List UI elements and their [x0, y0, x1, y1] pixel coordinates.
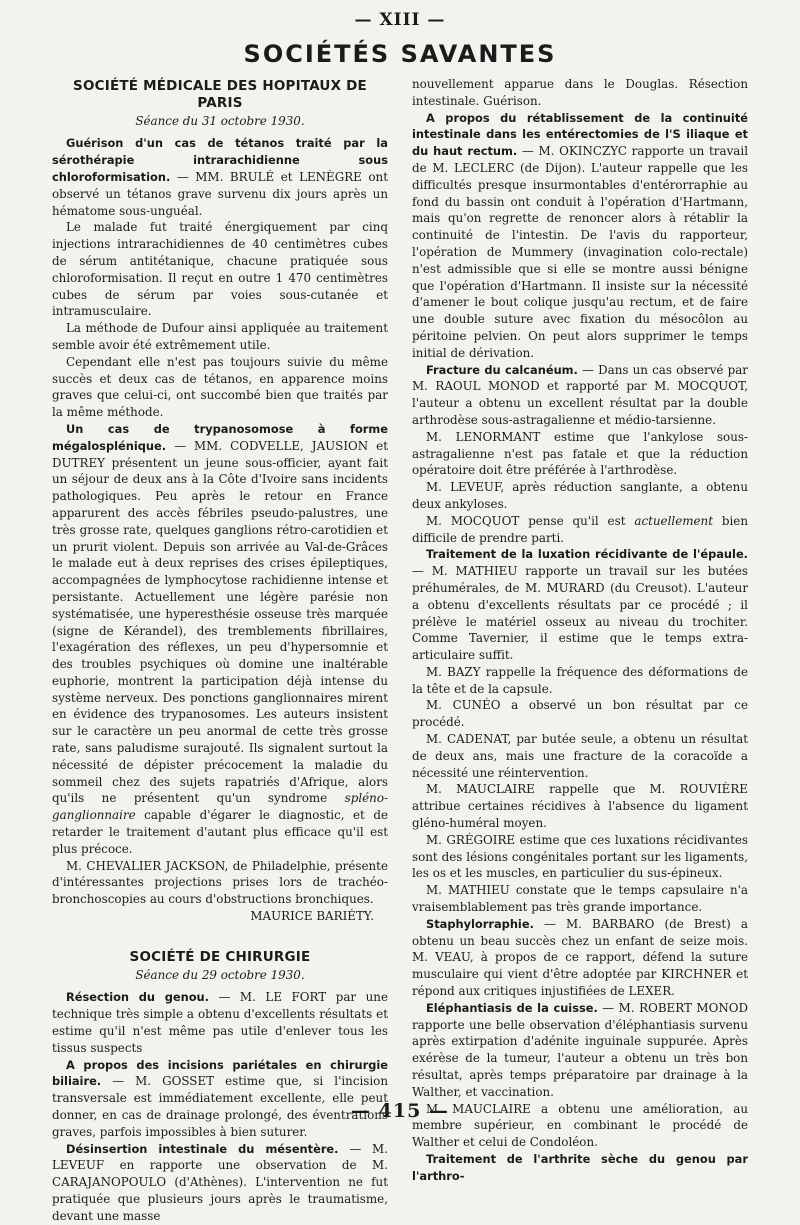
paragraph: M. CUNÉO a observé un bon résultat par ce procédé.: [412, 698, 748, 730]
society-heading: SOCIÉTÉ MÉDICALE DES HOPITAUX DE PARIS: [73, 78, 367, 111]
paragraph-text: — M. BARBARO (de Brest) a obtenu un beau succès chez un enfant de seize mois. M. VEAU, à propos de ce rapport, défend la suture musculaire qui vient d'être adoptée par KIRCHNER et répond aux critiques injustifiées de LEXER.: [412, 916, 748, 999]
paragraph-text: — M. ROBERT MONOD rapporte une belle observation d'éléphantiasis survenu après extirpation d'adénite inguinale suppurée. Après exérèse de la tumeur, l'auteur a obtenu un très bon résultat, après temps préparatoire par drainage à la Walther, et vaccination.: [412, 1000, 748, 1099]
paragraph: M. LENORMANT estime que l'ankylose sous-astragalienne n'est pas fatale et que la réduction opératoire doit être préférée à l'arthrodèse.: [412, 429, 748, 478]
paragraph: [52, 421, 388, 858]
paragraph-lead: Fracture du calcanéum.: [426, 362, 578, 377]
paragraph-lead: A propos du rétablissement de la continuité intestinale dans les entérectomies de l'S iliaque et du haut rectum.: [412, 110, 748, 159]
paragraph-text: — M. LE FORT par une technique très simple a obtenu d'excellents résultats et estime qu'il n'est même pas utile d'enlever tous les tissus suspects: [52, 990, 388, 1055]
paragraph-lead: Un cas de trypanosomose à forme mégalosplénique.: [52, 421, 388, 453]
paragraph: [412, 362, 748, 429]
paragraph-text: capable d'égarer le diagnostic, et de retarder le traitement d'autant plus efficace qu'il est plus précoce.: [52, 808, 388, 856]
paragraph-text: — M. GOSSET estime que, si l'incision transversale est immédiatement excellente, elle peut donner, en cas de drainage prolongé, des éventrations graves, parfois impossibles à bien suturer.: [52, 1074, 388, 1139]
paragraph: M. MAUCLAIRE a obtenu une amélioration, au membre supérieur, en combinant le procédé de Walther et celui de Condoléon.: [412, 1101, 748, 1150]
paragraph: M. MAUCLAIRE rappelle que M. ROUVIÈRE attribue certaines récidives à l'absence du ligament gléno-huméral moyen.: [412, 782, 748, 831]
italic-term: actuellement: [634, 513, 713, 528]
paragraph: [52, 1141, 388, 1225]
paragraph: M. BAZY rappelle la fréquence des déformations de la tête et de la capsule.: [412, 664, 748, 696]
paragraph: M. MATHIEU constate que le temps capsulaire n'a vraisemblablement pas très grande importance.: [412, 883, 748, 915]
session-date: Séance du 29 octobre 1930.: [135, 967, 305, 982]
paragraph-lead: Traitement de la luxation récidivante de l'épaule.: [426, 547, 748, 562]
paragraph: M. CADENAT, par butée seule, a obtenu un résultat de deux ans, mais une fracture de la coracoïde a nécessité une réintervention.: [412, 732, 748, 780]
paragraph-text: — M. MATHIEU rapporte un travail sur les butées préhumérales, de M. MURARD (du Creusot). L'auteur a obtenu d'excellents résultats par ce procédé ; il prélève le matériel osseux au niveau du trochiter. Comme Tavernier, il estime que le temps extra-articulaire suffit.: [412, 564, 748, 663]
session-date: Séance du 31 octobre 1930.: [135, 113, 305, 128]
paragraph: [52, 989, 388, 1056]
section-spacer: [52, 925, 388, 947]
left-column: [52, 76, 388, 1225]
paragraph-text: — MM. BRULÉ et LENÈGRE ont observé un tétanos grave survenu dix jours après un hématome sous-unguéal.: [52, 169, 388, 218]
paragraph: Cependant elle n'est pas toujours suivie du même succès et deux cas de tétanos, en apparence moins graves que celui-ci, ont succombé bien que traités par la même méthode.: [52, 354, 388, 420]
paragraph: [52, 1057, 388, 1141]
paragraph-text: — M. OKINCZYC rapporte un travail de M. LECLERC (de Dijon). L'auteur rappelle que les difficultés presque insurmontables d'entérorraphie au fond du bassin ont conduit à l'opération d'Hartmann, mais qu'on regrette de renoncer alors à rétablir la continuité de l'intestin. De l'avis du rapporteur, l'opération de Mummery (invagination colo-rectale) n'est admissible que si elle se montre aussi bénigne que l'opération d'Hartmann. Il insiste sur la nécessité d'amener le bout colique jusqu'au rectum, et de faire une double suture avec fixation du mésocôlon au péritoine pelvien. On peut alors supprimer le temps initial de dérivation.: [412, 144, 748, 360]
section-banner: SOCIÉTÉS SAVANTES: [243, 40, 557, 68]
paragraph: M. CHEVALIER JACKSON, de Philadelphie, présente d'intéressantes projections prises lors de trachéo-bronchoscopies au cours d'obstructions bronchiques.: [52, 858, 388, 907]
paragraph: M. GRÉGOIRE estime que ces luxations récidivantes sont des lésions congénitales portant sur les ligaments, les os et les muscles, en particulier du sus-épineux.: [412, 832, 748, 881]
paragraph-lead: A propos des incisions pariétales en chirurgie biliaire.: [52, 1057, 388, 1089]
paragraph: M. LEVEUF, après réduction sanglante, a obtenu deux ankyloses.: [412, 480, 748, 511]
paragraph: [412, 546, 748, 664]
author-signature: MAURICE BARIÉTY.: [250, 909, 374, 924]
paragraph: Le malade fut traité énergiquement par cinq injections intrarachidiennes de 40 centimètres cubes de sérum antitétanique, chacune pratiquée sous chloroformisation. Il reçut en outre 1 470 centimètres cubes de sérum par voies sous-cutanée et intramusculaire.: [52, 220, 388, 319]
paragraph-text: — Dans un cas observé par M. RAOUL MONOD et rapporté par M. MOCQUOT, l'auteur a obtenu un excellent résultat par la double arthrodèse sous-astragalienne et médio-tarsienne.: [412, 362, 748, 427]
paragraph-text: bien difficile de prendre parti.: [412, 513, 748, 545]
paragraph: [412, 110, 748, 362]
paragraph-text: — M. LEVEUF en rapporte une observation de M. CARAJANOPOULO (d'Athènes). L'intervention ne fut pratiquée que plusieurs jours après le traumatisme, devant une masse: [52, 1141, 389, 1223]
paragraph-text: M. MOCQUOT pense qu'il est: [426, 513, 635, 528]
paragraph-lead: Eléphantiasis de la cuisse.: [426, 1000, 598, 1015]
paragraph-text: — MM. CODVELLE, JAUSION et DUTREY présentent un jeune sous-officier, ayant fait un séjour de deux ans à la Côte d'Ivoire sans incidents pathologiques. Peu après le retour en France apparurent des accès fébriles pseudo-palustres, une très grosse rate, quelques ganglions rétro-carotidien et un prurit violent. Depuis son arrivée au Val-de-Grâces le malade eut à deux reprises des crises épileptiques, accompagnées de lymphocytose rachidienne intense et persistante. Actuellement une légère parésie non systématisée, une hyperesthésie osseuse très marquée (signe de Kérandel), des tremblements fibrillaires, l'exagération des réflexes, un peu d'hypersomnie et des troubles psychiques où domine une inaltérable euphorie, montrent la participation déjà intense du système nerveux. Des ponctions ganglionnaires mirent en évidence des trypanosomes. Les auteurs insistent sur le caractère un peu anormal de cette très grosse rate, sans paludisme surajouté. Ils signalent surtout la nécessité de dépister précocement la maladie du sommeil chez des sujets rapatriés d'Afrique, alors qu'ils ne présentent qu'un syndrome: [52, 438, 388, 806]
paragraph: [412, 1151, 748, 1185]
paragraph: [412, 916, 748, 1000]
paragraph: [412, 1000, 748, 1101]
right-column: [412, 76, 748, 1185]
italic-term: spléno-ganglionnaire: [52, 791, 388, 823]
paragraph-lead: Résection du genou.: [66, 990, 209, 1005]
page-number: — 415 —: [351, 1100, 449, 1122]
paragraph: La méthode de Dufour ainsi appliquée au traitement semble avoir été extrêmement utile.: [52, 321, 388, 352]
paragraph: nouvellement apparue dans le Douglas. Résection intestinale. Guérison.: [412, 77, 748, 108]
paragraph-lead: Guérison d'un cas de tétanos traité par la sérothérapie intrarachidienne sous chloroformisation.: [52, 136, 388, 184]
paragraph-lead: Traitement de l'arthrite sèche du genou par l'arthro-: [412, 1152, 748, 1183]
paragraph-lead: Staphylorraphie.: [426, 916, 534, 931]
society-heading: SOCIÉTÉ DE CHIRURGIE: [129, 948, 311, 965]
paragraph: [412, 513, 748, 547]
roman-page-number: — XIII —: [354, 10, 446, 30]
paragraph: [52, 135, 388, 219]
paragraph-lead: Désinsertion intestinale du mésentère.: [66, 1141, 339, 1156]
